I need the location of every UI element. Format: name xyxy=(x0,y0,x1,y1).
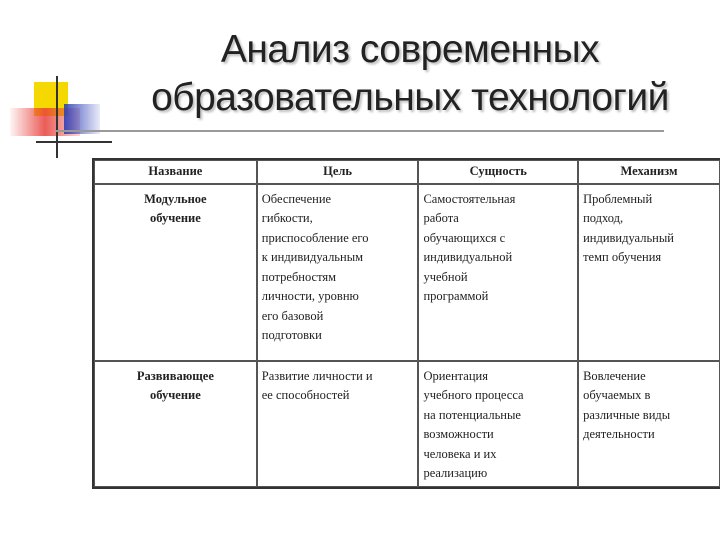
cell-essence-text: Ориентация учебного процесса на потенциальные возможности человека и их реализацию xyxy=(423,368,524,480)
page-title xyxy=(110,26,710,122)
cell-goal-text: Обеспечение гибкости, приспособление его к индивидуальным потребностям личности, уровню его базовой подготовки xyxy=(261,191,369,342)
cell-essence-text: Самостоятельная работа обучающихся с индивидуальной учебной программой xyxy=(423,191,516,303)
title-line-2: образовательных технологий xyxy=(151,76,669,119)
cell-goal xyxy=(257,184,419,361)
decorative-squares xyxy=(0,0,120,170)
table-row xyxy=(94,361,720,487)
cell-name-text: Развивающее обучение xyxy=(136,368,214,402)
cell-mechanism xyxy=(578,184,720,361)
technologies-table xyxy=(92,158,720,489)
cell-name xyxy=(94,361,257,487)
title-line-1: Анализ современных xyxy=(220,28,600,71)
cell-goal xyxy=(257,361,419,487)
cell-name xyxy=(94,184,257,361)
table-row xyxy=(94,184,720,361)
cell-name-text: Модульное обучение xyxy=(144,191,207,225)
cell-mechanism xyxy=(578,361,720,487)
header-mechanism: Механизм xyxy=(578,160,720,184)
cell-mechanism-text: Вовлечение обучаемых в различные виды деятельности xyxy=(583,368,671,441)
cell-mechanism-text: Проблемный подход, индивидуальный темп обучения xyxy=(583,191,674,264)
cell-essence xyxy=(418,184,578,361)
cell-goal-text: Развитие личности и ее способностей xyxy=(261,368,373,402)
table-header-row xyxy=(94,160,720,184)
title-divider xyxy=(56,130,664,132)
header-name: Название xyxy=(94,160,257,184)
cell-essence xyxy=(418,361,578,487)
header-goal: Цель xyxy=(257,160,419,184)
header-essence: Сущность xyxy=(418,160,578,184)
